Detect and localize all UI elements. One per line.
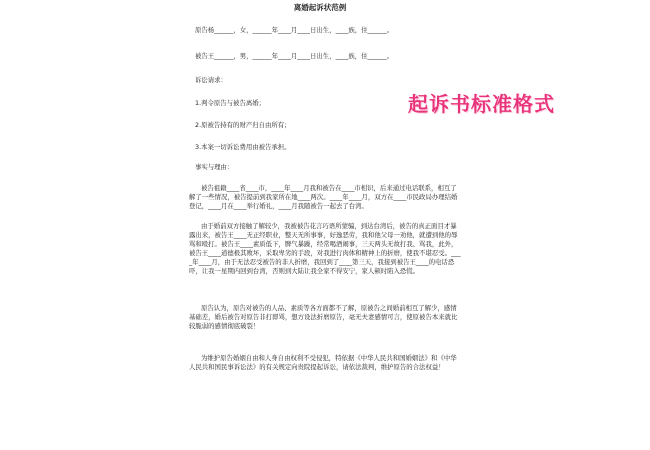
claims-heading: 诉讼请求： bbox=[195, 76, 227, 84]
facts-paragraph: 被告祖籍____省____市，____年____月我和被告在____市相识，后来通过电话联系，相互了解了一些情况，被告提前到我家所在地____两次。____年____月，双方在____市民政局办理结婚登记，____月在____举行婚礼，____月我随被告一起去了台湾。 bbox=[189, 184, 458, 210]
claim-item: 3.本案一切诉讼费用由被告承担。 bbox=[195, 143, 291, 151]
facts-paragraph: 由于婚前双方接触了解较少，我被被告花言巧语所蒙骗，到达台湾后，被告的真正面目才暴露出来，被告王____无正经职业，整天无所事事，好逸恶劳，我和他父母一劝他，就遭到他的辱骂和殴打。被告王____素质低下，脾气暴躁，经常喝酒闹事，三天两头无故打我、骂我，此外，被告王____道德极其败坏，采取卑劣的手段，对我进行肉体和精神上的折磨，使我不堪忍受。____年____月，由于无法忍受被告的非人折磨，我回到了____第三天，我接到被告王____的电话恐吓，让我一星期内回到台湾，否则到大陆让我全家不得安宁，家人顿时陷入恐慌。 bbox=[189, 222, 461, 275]
format-caption-overlay: 起诉书标准格式 bbox=[408, 92, 555, 116]
reason-paragraph: 原告认为，原告对被告的人品、素质等各方面都不了解，原被告之间婚前相互了解少，感情基础差，婚后被告对原告非打即骂，想方设法折磨原告，毫无夫妻感情可言，使原被告本来就比较脆弱的感情彻底破裂！ bbox=[189, 304, 458, 330]
facts-heading: 事实与理由： bbox=[195, 163, 234, 171]
document-page bbox=[175, 0, 465, 371]
claim-item: 1.判令原告与被告离婚； bbox=[195, 99, 266, 107]
document-title: 离婚起诉状范例 bbox=[293, 3, 347, 12]
request-paragraph: 为维护原告婚姻自由和人身自由权利不受侵犯，特依据《中华人民共和国婚姻法》和《中华人民共和国民事诉讼法》的有关规定向贵院提起诉讼，请依法裁判，维护原告的合法权益！ bbox=[189, 354, 457, 371]
plaintiff-line: 原告杨______，女，______年____月____日出生，____族，住______。 bbox=[195, 26, 394, 34]
claim-item: 2.原被告持有的财产归自由所有； bbox=[195, 121, 291, 129]
defendant-line: 被告王______，男，______年____月____日出生，____族，住______。 bbox=[195, 52, 394, 60]
